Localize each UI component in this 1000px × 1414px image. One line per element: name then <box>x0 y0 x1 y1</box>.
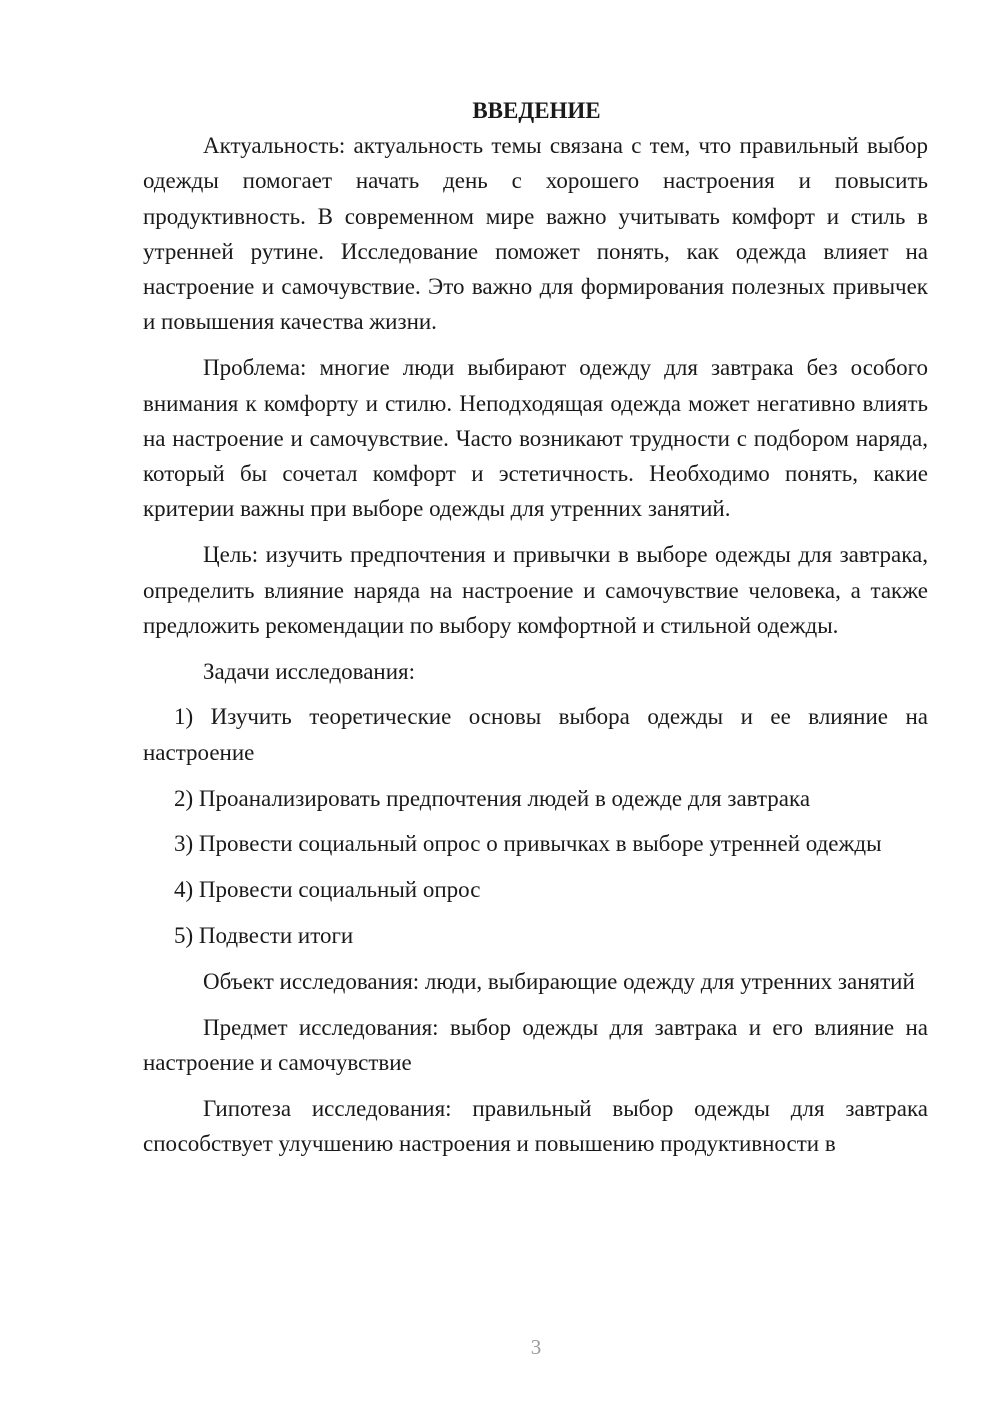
paragraph-subject: Предмет исследования: выбор одежды для завтрака и его влияние на настроение и самочувствие <box>143 1014 928 1075</box>
paragraph-object: Объект исследования: люди, выбирающие одежду для утренних занятий <box>203 968 915 994</box>
paragraph-goal: Цель: изучить предпочтения и привычки в выборе одежды для завтрака, определить влияние наряда на настроение и самочувствие человека, а также предложить рекомендации по выбору комфортной и стильной одежды. <box>143 542 928 638</box>
task-item-3: 3) Провести социальный опрос о привычках в выборе утренней одежды <box>174 831 882 857</box>
paragraph-problem: Проблема: многие люди выбирают одежду для завтрака без особого внимания к комфорту и стилю. Неподходящая одежда может негативно влиять на настроение и самочувствие. Часто возникают трудности с подбором наряда, который бы сочетал комфорт и эстетичность. Необходимо понять, какие критерии важны при выборе одежды для утренних занятий. <box>143 355 928 522</box>
paragraph-relevance: Актуальность: актуальность темы связана с тем, что правильный выбор одежды помогает начать день с хорошего настроения и повысить продуктивность. В современном мире важно учитывать комфорт и стиль в утренней рутине. Исследование поможет понять, как одежда влияет на настроение и самочувствие. Это важно для формирования полезных привычек и повышения качества жизни. <box>143 133 928 335</box>
task-item-4: 4) Провести социальный опрос <box>174 877 481 903</box>
task-item-1: 1) Изучить теоретические основы выбора одежды и ее влияние на настроение <box>143 704 928 765</box>
section-title: ВВЕДЕНИЕ <box>472 98 601 123</box>
paragraph-tasks-heading: Задачи исследования: <box>203 658 416 684</box>
document-page <box>143 93 928 1172</box>
paragraph-hypothesis: Гипотеза исследования: правильный выбор одежды для завтрака способствует улучшению настроения и повышению продуктивности в <box>143 1095 928 1156</box>
page-number: 3 <box>530 1335 542 1359</box>
task-item-2: 2) Проанализировать предпочтения людей в одежде для завтрака <box>174 785 811 811</box>
task-item-5: 5) Подвести итоги <box>174 922 354 948</box>
